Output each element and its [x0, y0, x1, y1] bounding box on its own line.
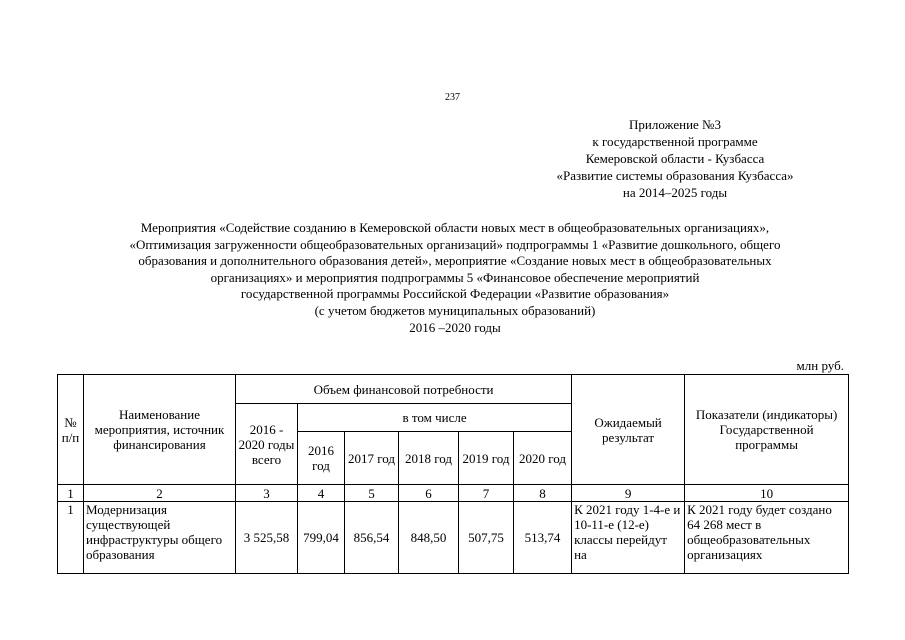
column-number: 1	[58, 485, 84, 502]
header-total: 2016 - 2020 годы всего	[236, 404, 298, 485]
document-title	[40, 220, 870, 336]
row-name: Модернизация существующей инфраструктуры общего образования	[84, 502, 236, 574]
column-number: 4	[298, 485, 345, 502]
header-result: Ожидаемый результат	[572, 375, 685, 485]
row-value-2019: 507,75	[459, 502, 514, 574]
column-number: 6	[399, 485, 459, 502]
row-num: 1	[58, 502, 84, 574]
row-value-2020: 513,74	[514, 502, 572, 574]
appendix-line: на 2014–2025 годы	[622, 185, 728, 200]
header-year: 2016 год	[298, 432, 345, 485]
table-row	[58, 502, 849, 574]
title-line: (с учетом бюджетов муниципальных образований)	[314, 302, 596, 318]
title-line: Мероприятия «Содействие созданию в Кемеровской области новых мест в общеобразовательных организациях»,	[140, 220, 770, 235]
appendix-line: Приложение №3	[629, 117, 721, 132]
title-line: государственной программы Российской Федерации «Развитие образования»	[240, 286, 670, 302]
column-number: 5	[345, 485, 399, 502]
header-year: 2020 год	[514, 432, 572, 485]
header-year: 2018 год	[399, 432, 459, 485]
column-number: 10	[685, 485, 849, 502]
header-including: в том числе	[298, 404, 572, 432]
row-indicator: К 2021 году будет создано 64 268 мест в общеобразовательных организациях	[685, 502, 849, 574]
title-line: организациях» и мероприятия подпрограммы 5 «Финансовое обеспечение мероприятий	[210, 269, 700, 285]
row-value-2017: 856,54	[345, 502, 399, 574]
title-line: 2016 –2020 годы	[409, 319, 501, 335]
row-value-2018: 848,50	[399, 502, 459, 574]
title-line: «Оптимизация загруженности общеобразовательных организаций» подпрограммы 1 «Развитие дошкольного, общего	[129, 236, 781, 252]
row-result: К 2021 году 1-4-е и 10-11-е (12-е) классы перейдут на	[572, 502, 685, 574]
column-number: 9	[572, 485, 685, 502]
appendix-header	[520, 116, 830, 201]
page-number: 237	[445, 92, 460, 103]
header-volume: Объем финансовой потребности	[236, 375, 572, 404]
title-line: образования и дополнительного образования детей», мероприятие «Создание новых мест в общеобразовательных	[138, 253, 772, 269]
column-number: 7	[459, 485, 514, 502]
column-number: 2	[84, 485, 236, 502]
row-value-2016: 799,04	[298, 502, 345, 574]
financing-table	[57, 374, 849, 574]
units-label: млн руб.	[796, 358, 844, 373]
appendix-line: к государственной программе	[592, 134, 758, 149]
column-number: 3	[236, 485, 298, 502]
header-year: 2017 год	[345, 432, 399, 485]
row-total: 3 525,58	[236, 502, 298, 574]
header-num: № п/п	[58, 375, 84, 485]
column-number: 8	[514, 485, 572, 502]
header-name: Наименование мероприятия, источник финансирования	[84, 375, 236, 485]
appendix-line: «Развитие системы образования Кузбасса»	[556, 168, 794, 183]
column-number-row	[58, 485, 849, 502]
appendix-line: Кемеровской области - Кузбасса	[585, 151, 765, 166]
header-year: 2019 год	[459, 432, 514, 485]
header-indicators: Показатели (индикаторы) Государственной программы	[685, 375, 849, 485]
